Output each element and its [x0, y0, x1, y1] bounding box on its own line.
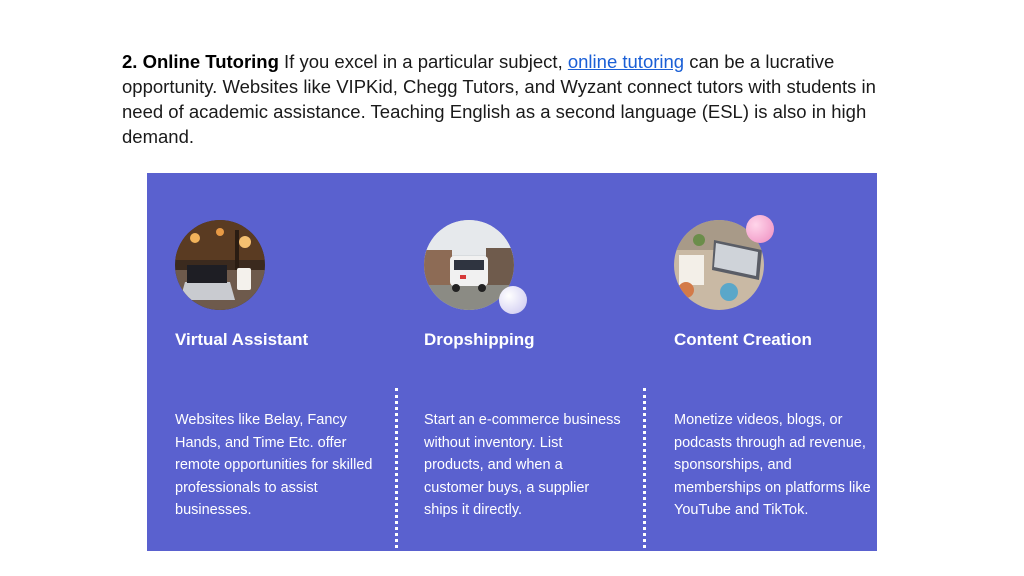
dotted-divider — [395, 388, 398, 548]
intro-paragraph — [122, 49, 912, 149]
dotted-divider — [643, 388, 646, 548]
column-description: Monetize videos, blogs, or podcasts through ad revenue, sponsorships, and memberships on platforms like YouTube and TikTok. — [674, 412, 871, 518]
column-dropshipping — [424, 173, 644, 551]
decorative-bubble — [499, 286, 527, 314]
laptop-photo-icon — [175, 220, 265, 310]
column-title: Virtual Assistant — [175, 330, 309, 349]
online-tutoring-link[interactable]: online tutoring — [567, 51, 685, 72]
decorative-bubble — [746, 215, 774, 243]
column-content-creation — [674, 173, 877, 551]
column-description: Websites like Belay, Fancy Hands, and Time Etc. offer remote opportunities for skilled professionals to assist businesses. — [175, 412, 373, 518]
side-hustles-panel — [147, 173, 877, 551]
section-heading: 2. Online Tutoring — [122, 51, 279, 72]
intro-text-before-link: If you excel in a particular subject, — [278, 51, 568, 72]
intro-text-after-link: can be a lucrative opportunity. Websites like VIPKid, Chegg Tutors, and Wyzant connect tutors with students in need of academic assistance. Teaching English as a second language (ESL) is also in high demand. — [122, 51, 876, 147]
column-virtual-assistant — [175, 173, 395, 551]
column-title: Dropshipping — [424, 330, 535, 349]
column-title: Content Creation — [674, 330, 812, 349]
column-description: Start an e-commerce business without inventory. List products, and when a customer buys, a supplier ships it directly. — [424, 412, 621, 518]
